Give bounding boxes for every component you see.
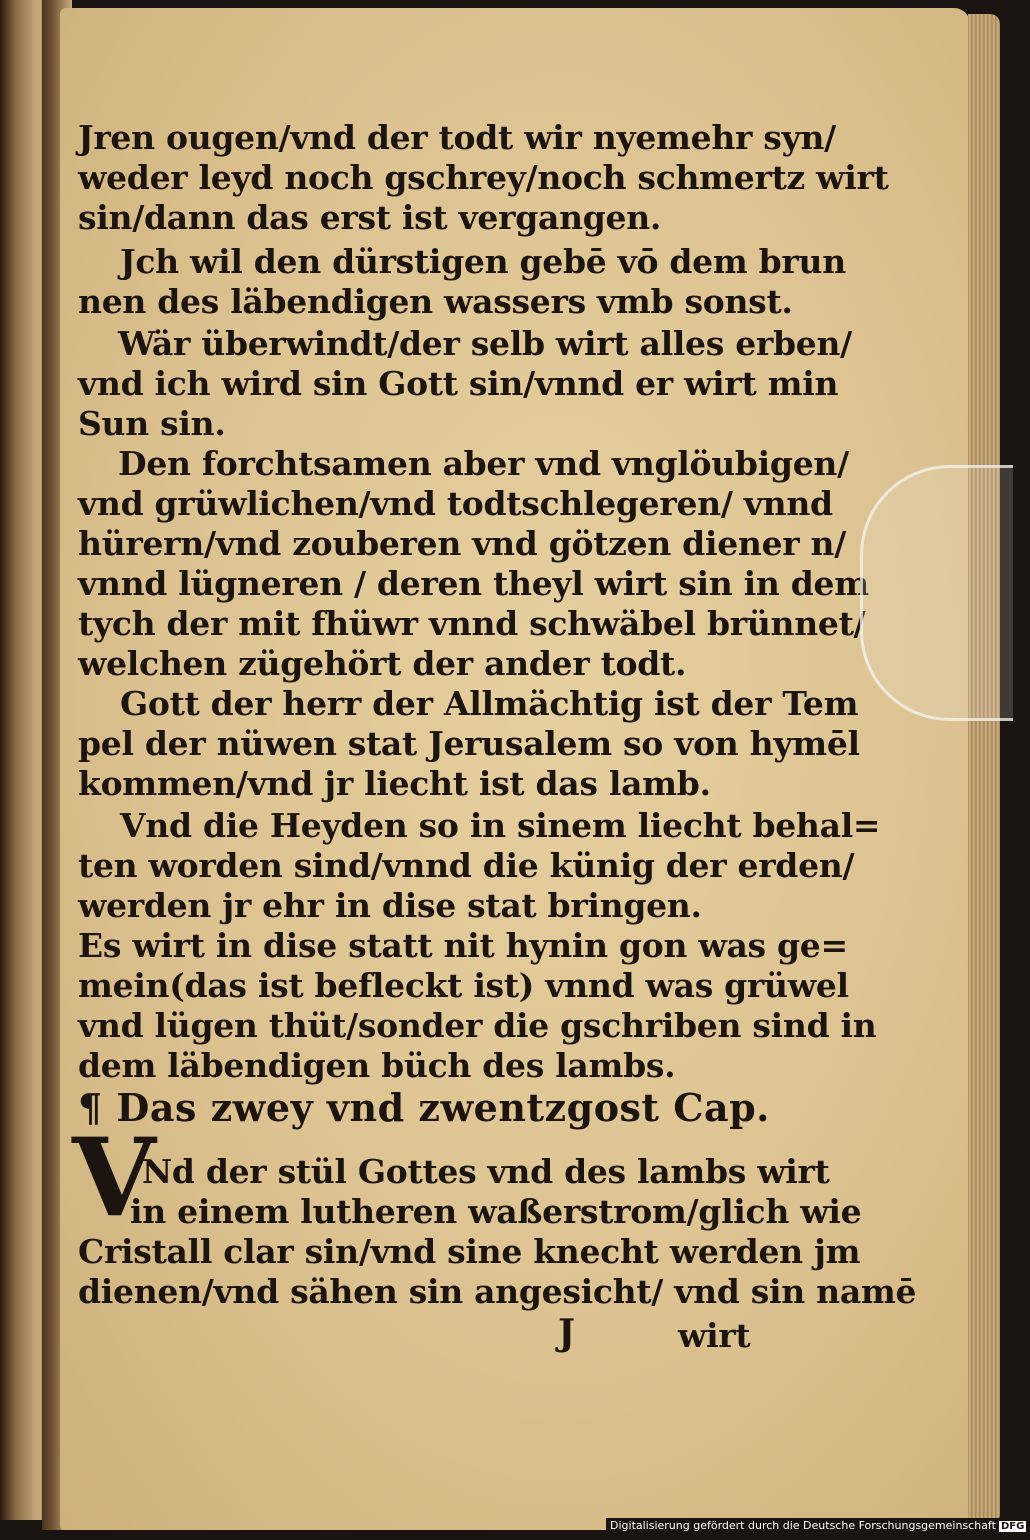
text-line: tych der mit fhüwr vnnd schwäbel brünnet/: [78, 604, 866, 643]
text-line: in einem lutheren waßerstrom/glich wie: [130, 1192, 862, 1231]
signature-mark: J: [558, 1312, 575, 1354]
text-line: Den forchtsamen aber vnd vnglöubigen/: [118, 444, 849, 483]
digitization-credit: [606, 1518, 1030, 1533]
page-clip: [860, 465, 1013, 721]
text-line: Cristall clar sin/vnd sine knecht werden jm: [78, 1232, 861, 1271]
text-line: ten worden sind/vnnd die künig der erden/: [78, 846, 855, 885]
text-line: Gott der herr der Allmächtig ist der Tem: [120, 684, 859, 723]
dfg-logo: DFG: [1000, 1521, 1025, 1532]
text-line: vnd ich wird sin Gott sin/vnnd er wirt min: [78, 364, 839, 403]
text-line: pel der nüwen stat Jerusalem so von hymēl: [78, 724, 860, 763]
text-line: welchen zügehört der ander todt.: [78, 644, 687, 683]
text-line: nen des läbendigen wassers vmb sonst.: [78, 282, 793, 321]
text-line: Wär überwindt/der selb wirt alles erben/: [118, 324, 852, 363]
text-line: dienen/vnd sähen sin angesicht/ vnd sin namē: [78, 1272, 917, 1311]
text-line: werden jr ehr in dise stat bringen.: [78, 886, 702, 925]
text-line: mein(das ist befleckt ist) vnnd was grüwel: [78, 966, 849, 1005]
text-line: vnnd lügneren / deren theyl wirt sin in dem: [78, 564, 869, 603]
text-line: weder leyd noch gschrey/noch schmertz wirt: [78, 158, 889, 197]
decorated-initial: V: [72, 1115, 156, 1241]
text-line: Sun sin.: [78, 404, 226, 443]
credit-text: Digitalisierung gefördert durch die Deutsche Forschungsgemeinschaft: [610, 1519, 996, 1532]
page-block-edge: [968, 14, 1000, 1524]
text-line: Jren ougen/vnd der todt wir nyemehr syn/: [78, 118, 836, 157]
text-line: kommen/vnd jr liecht ist das lamb.: [78, 764, 711, 803]
catchword: wirt: [678, 1316, 751, 1355]
text-line: dem läbendigen büch des lambs.: [78, 1046, 676, 1085]
text-line: vnd lügen thüt/sonder die gschriben sind in: [78, 1006, 877, 1045]
text-line: Vnd die Heyden so in sinem liecht behal=: [120, 806, 881, 845]
text-line: Nd der stül Gottes vnd des lambs wirt: [142, 1152, 830, 1191]
text-line: hürern/vnd zouberen vnd götzen diener n/: [78, 524, 846, 563]
text-line: sin/dann das erst ist vergangen.: [78, 198, 662, 237]
text-line: Jch wil den dürstigen gebē vō dem brun: [120, 242, 846, 281]
text-line: vnd grüwlichen/vnd todtschlegeren/ vnnd: [78, 484, 833, 523]
chapter-heading: ¶ Das zwey vnd zwentzgost Cap.: [78, 1085, 770, 1130]
text-line: Es wirt in dise statt nit hynin gon was ge=: [78, 926, 848, 965]
